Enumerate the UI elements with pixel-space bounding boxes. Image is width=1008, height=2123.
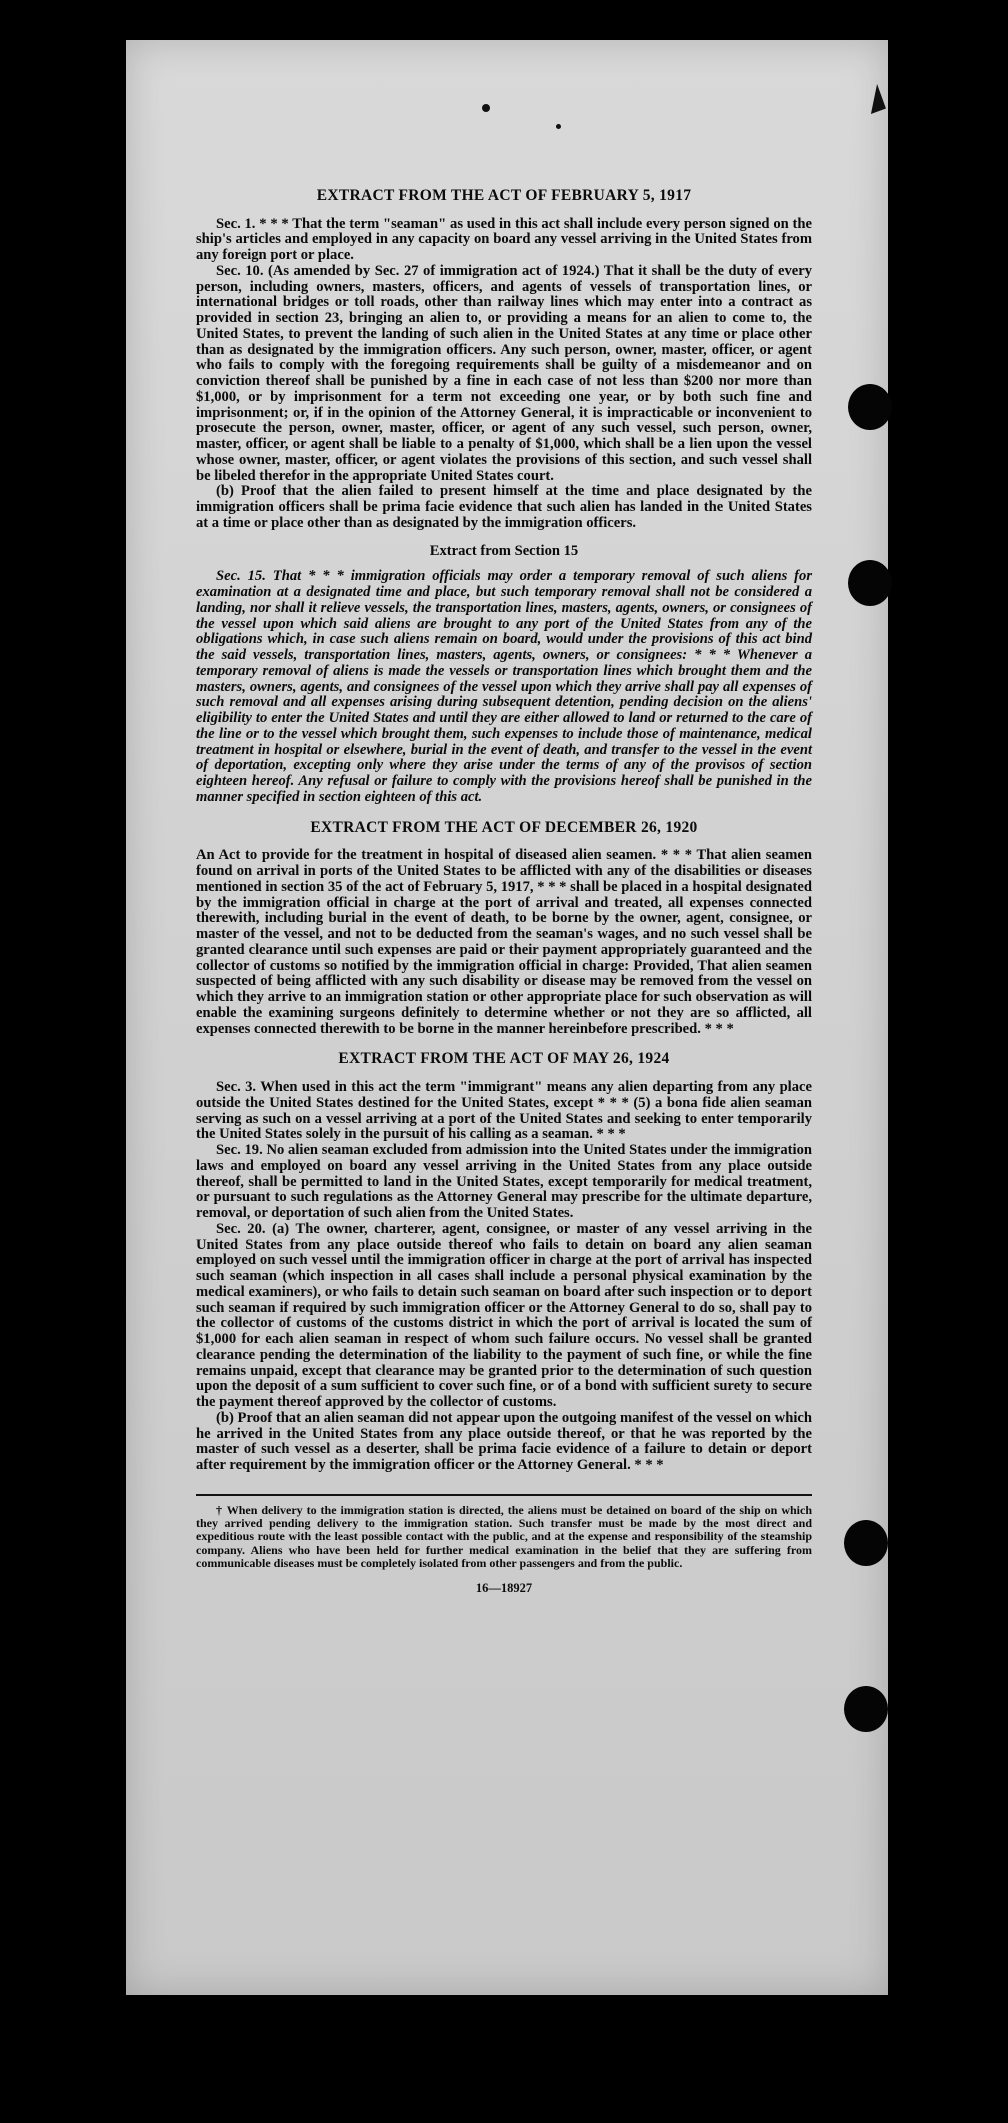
footnote-divider — [196, 1494, 812, 1496]
document-page — [126, 40, 888, 1995]
section-heading: EXTRACT FROM THE ACT OF FEBRUARY 5, 1917 — [316, 187, 692, 204]
section-heading: EXTRACT FROM THE ACT OF DECEMBER 26, 1920 — [310, 818, 698, 836]
paragraph: Sec. 1. * * * That the term "seaman" as used in this act shall include every person signed on the ship's articles and employed in any capacity on board any vessel arriving in the United States from any foreign port or place. — [196, 215, 812, 264]
paragraph: Sec. 3. When used in this act the term "immigrant" means any alien departing from any place outside the United States destined for the United States, except * * * (5) a bona fide alien seaman serving as such on a vessel arriving at a port of the United States and seeking to enter temporarily the United States solely in the pursuit of his calling as a seaman. * * * — [196, 1079, 812, 1143]
paragraph: Sec. 10. (As amended by Sec. 27 of immigration act of 1924.) That it shall be the duty of every person, including owners, masters, officers, and agents of vessels of transportation lines, or international bridges or toll roads, other than railway lines which may enter into a contract as provided in section 23, bringing an alien to, or providing a means for an alien to come to, the United States, to prevent the landing of such alien in the United States at any time or place other than as designated by the immigration officers. Any such person, owner, master, officer, or agent who fails to comply with the foregoing requirements shall be guilty of a misdemeanor and on conviction thereof shall be punished by a fine in each case of not less than $200 nor more than $1,000, or by imprisonment for a term not exceeding one year, or by both such fine and imprisonment; or, if in the opinion of the Attorney General, it is impracticable or inconvenient to prosecute the person, owner, master, officer, or agent of any such vessel, such person, owner, master, officer, or agent shall be liable to a penalty of $1,000, which shall be a lien upon the vessel whose owner, master, officer, or agent violates the provisions of this section, and such vessel shall be libeled therefor in the appropriate United States court. — [196, 262, 812, 484]
binding-hole — [848, 560, 892, 606]
paragraph: (b) Proof that the alien failed to present himself at the time and place designated by the immigration officers shall be prima facie evidence that such alien has landed in the United States at a time or place other than as designated by the immigration officers. — [196, 483, 812, 531]
paragraph: (b) Proof that an alien seaman did not appear upon the outgoing manifest of the vessel on which he arrived in the United States from any place outside thereof, or that he was reported by the master of such vessel as a deserter, shall be prima facie evidence of a failure to detain or deport after requirement by the immigration officer or the Attorney General. * * * — [196, 1409, 812, 1474]
paragraph: Sec. 20. (a) The owner, charterer, agent, consignee, or master of any vessel arriving in the United States from any place outside thereof who fails to detain on board any alien seaman employed on such vessel until the immigration officer in charge at the port of arrival has inspected such seaman (which inspection in all cases shall include a personal physical examination by the medical examiners), or who fails to detain such seaman on board after such inspection or to deport such seaman if required by such immigration officer or the Attorney General to do so, shall pay to the collector of customs of the customs district in which the port of arrival is located the sum of $1,000 for each alien seaman in respect of whom such failure occurs. No vessel shall be granted clearance pending the determination of the liability to the payment of such fine, or while the fine remains unpaid, except that clearance may be granted prior to the determination of such question upon the deposit of a sum sufficient to cover such fine, or of a bond with sufficient surety to secure the payment thereof approved by the collector of customs. — [196, 1220, 812, 1411]
binding-hole — [844, 1686, 888, 1732]
footnote: † When delivery to the immigration station is directed, the aliens must be detained on board of the ship on which they arrived pending delivery to the immigration station. Such transfer must be made by the most direct and expeditious route with the least possible contact with the public, and at the expense and responsibility of the steamship company. Aliens who have been held for further medical examination in the belief that they are suffering from communicable diseases must be completely isolated from other passengers and from the public. — [196, 1502, 812, 1570]
paragraph: An Act to provide for the treatment in hospital of diseased alien seamen. * * * That alien seamen found on arrival in ports of the United States to be afflicted with any of the disabilities or diseases mentioned in section 35 of the act of February 5, 1917, * * * shall be placed in a hospital designated by the immigration official in charge at the port of arrival and treated, all expenses connected therewith, including burial in the event of death, to be borne by the owner, agent, consignee, or master of the vessel, and not to be deducted from the seaman's wages, and no such vessel shall be granted clearance until such expenses are paid or their payment appropriately guaranteed and the collector of customs so notified by the immigration official in charge: Provided, That alien seamen suspected of being afflicted with any such disability or disease may be removed from the vessel on which they arrive to an immigration station or other appropriate place for such observation as will enable the examining surgeons definitely to determine whether or not they are so afflicted, all expenses connected therewith to be borne in the manner hereinbefore prescribed. * * * — [196, 847, 812, 1037]
section-heading: EXTRACT FROM THE ACT OF MAY 26, 1924 — [338, 1050, 670, 1068]
binding-hole — [844, 1520, 888, 1566]
page-corner-mark — [862, 84, 886, 114]
section-subheading: Extract from Section 15 — [429, 542, 579, 559]
punch-dot — [482, 104, 490, 112]
document-body — [196, 188, 812, 1595]
paragraph: Sec. 19. No alien seaman excluded from admission into the United States under the immigration laws and employed on board any vessel arriving in the United States from any place outside thereof, shall be permitted to land in the United States, except temporarily for medical treatment, or pursuant to such regulations as the Attorney General may prescribe for the ultimate departure, removal, or deportation of such alien from the United States. — [196, 1142, 812, 1222]
punch-dot — [556, 124, 561, 129]
paragraph: Sec. 15. That * * * immigration officials may order a temporary removal of such aliens for examination at a designated time and place, but such temporary removal shall not be considered a landing, nor shall it relieve vessels, the transportation lines, masters, agents, owners, or consignees of the vessel upon which said aliens are brought to any port of the United States from any of the obligations which, in case such aliens remain on board, would under the provisions of this act bind the said vessels, transportation lines, masters, agents, owners, or consignees: * * * Whenever a temporary removal of aliens is made the vessels or transportation lines which brought them and the masters, owners, agents, and consignees of the vessel upon which they arrive shall pay all expenses of such removal and all expenses arising during subsequent detention, pending decision on the aliens' eligibility to enter the United States and until they are either allowed to land or returned to the care of the line or to the vessel which brought them, such expenses to include those of maintenance, medical treatment in hospital or elsewhere, burial in the event of death, and transfer to the vessel in the event of deportation, excepting only where they arise under the terms of any of the provisos of section eighteen hereof. Any refusal or failure to comply with the provisions hereof shall be punished in the manner specified in section eighteen of this act. — [196, 568, 812, 805]
form-code: 16—18927 — [475, 1580, 533, 1595]
binding-hole — [848, 384, 892, 430]
